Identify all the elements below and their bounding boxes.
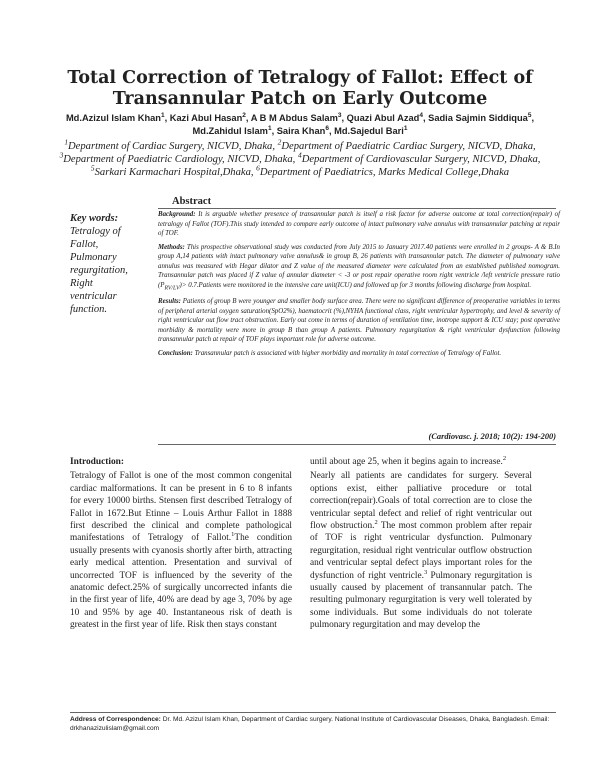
body-paragraph [310,470,532,631]
keywords-block [70,212,150,316]
citation-sup: 2 [502,454,507,462]
abstract-text: Patients of group B were younger and smaller body surface area. There were no significant difference of preoperative variables in terms of peripheral arterial oxygen saturation(SpO2%), haematocrit (%),NYHA functional class, right ventricular hypertrophy, and level & severity of right ventricular out flow tract obstruction. Early out come in terms of duration of ventilation time, inotrope support & ICU stay; post operative morbidity & mortality were more in group B than group A patients. Pulmonary regurgitation & right ventricular dysfunction following transannular patch at repair of TOF plays important role for adverse outcome. [158,298,560,344]
author: Sadia Sajmin Siddiqua [428,113,528,123]
correspondence-footer [70,715,556,733]
body-text: The most common problem after repair of TOF is right ventricular dysfunction. Pulmonary regurgitation, residual right ventricular outflow obstruction and ventricular septal defect plays important roles for the dysfunction of right ventricle. [310,521,532,581]
keyword-line: Tetralogy of [70,226,121,237]
author-affil-sup: 2 [242,111,246,119]
affiliation: Sarkari Karmachari Hospital,Dhaka, [94,167,257,178]
keyword-line: ventricular [70,291,117,302]
abstract-top-rule [158,208,556,209]
keyword-line: Fallot, [70,239,99,250]
author-affil-sup: 1 [160,111,165,119]
author: Md.Sajedul Bari [334,126,404,136]
body-text: until about age 25, when it begins again to increase. [310,457,503,467]
abstract-label: Background: [158,211,196,218]
keyword-line: Pulmonary [70,252,117,263]
author-affil-sup: 5 [527,111,532,119]
journal-citation: (Cardiovasc. j. 2018; 10(2): 194-200) [428,432,556,441]
affiliation: Department of Paediatric Cardiology, NICVD, Dhaka, [63,154,298,165]
footer-rule [70,712,556,713]
body-text: Nearly all patients are candidates for surgery. Several options exist, either palliative procedure or total correction(repair).Goals of total correction are to close the ventricular septal defect and relief of right ventricular out flow obstruction. [310,471,532,532]
author-affil-sup: 6 [325,124,329,132]
keyword-line: regurgitation, [70,265,128,276]
author-list: Md.Azizul Islam Khan$^1$, Kazi Abul Hasan$^2$, A B M Abdus Salam$^3$, Quazi Abul Azad$^4$, Sadia Sajmin Siddiqua$^5$, Md.Zahidul Islam$^1$, Saira Khan$^6$, Md.Sajedul Bari$^1$ [65,111,535,136]
body-paragraph [70,470,292,631]
abstract-label: Results: [158,298,181,306]
author-affil-sup: 1 [267,124,272,132]
keywords-heading: Key words: [70,213,119,224]
affiliations [56,137,544,179]
abstract-text: This prospective observational study was conducted from July 2015 to January 2017.40 patients were enrolled in 2 groups- A & B.In group A,14 patients with intact pulmonary valve annulus& in group B, 26 patients with transannular patch. The diameter of pulmonary valve annulus was measured with Hegar dilator and Z value of the measured diameter were calculated from an established published nomogram. Transannular patch was placed if Z value of annular diameter < -3 or post repair operative room right ventricle /left ventricle pressure ratio (P [158,243,560,289]
author: Kazi Abul Hasan [169,113,243,123]
affil-sup: 1 [64,137,69,147]
abstract-results [158,297,560,345]
author-affil-sup: 1 [403,124,408,132]
body-column-right [310,456,532,634]
abstract-body [158,210,560,362]
keyword-line: function. [70,304,108,315]
body-paragraph [310,456,532,468]
author: Saira Khan [276,126,326,136]
correspondence-label: Address of Correspondence: [70,716,161,723]
body-text: The condition usually presents with cyanosis shortly after birth, attracting early medical attention. Presentation and survival of uncorrected TOF is influenced by the severity of the anatomic defect.25% of surgically uncorrected infants die in the first year of life, 40% are dead by age 3, 70% by age 10 and 95% by age 40. Instantaneous risk of death is greatest in the first year of life. Risk then stays constant [70,533,292,631]
introduction-heading: Introduction: [70,457,125,467]
affiliation: Department of Paediatric Cardiac Surgery, NICVD, Dhaka, [281,141,536,152]
author: Quazi Abul Azad [346,113,420,123]
abstract-methods [158,243,560,294]
abstract-label: Conclusion: [158,349,193,357]
paper-title: Total Correction of Tetralogy of Fallot: Effect of Transannular Patch on Early Outcome [67,68,533,109]
body-text: Pulmonary regurgitation is usually caused by placement of transannular patch. The resulting pulmonary regurgitation is very well tolerated by some individuals. But some individuals do not tolerate pulmonary regurgitation and may develop the [310,570,532,631]
abstract-label: Methods: [158,243,185,251]
abstract-bottom-rule [158,444,556,445]
affiliation: Department of Cardiovascular Surgery, NICVD, Dhaka, [301,154,541,165]
author: Md.Zahidul Islam [192,126,268,136]
affiliation: Department of Paediatrics, Marks Medical College,Dhaka [259,167,510,178]
author: A B M Abdus Salam [250,113,338,123]
abstract-text: )> 0.7.Patients were monitored in the intensive care unit(ICU) and followed up for 3 months following discharge from hospital. [179,281,532,289]
subscript: RV/LV [164,284,180,291]
affil-sup: 5 [90,163,95,173]
affil-sup: 3 [59,150,64,160]
abstract-heading: Abstract [172,196,212,207]
author-affil-sup: 3 [337,111,342,119]
affil-sup: 4 [297,150,302,160]
citation-sup: 3 [423,568,428,576]
citation-sup: 1 [231,531,235,539]
affil-sup: 6 [256,163,260,173]
abstract-text: Transannular patch is associated with higher morbidity and mortality in total correction of Tetralogy of Fallot. [192,349,502,357]
abstract-background [158,210,560,239]
body-column-left [70,456,292,634]
abstract-text: It is arguable whether presence of transannular patch is itself a risk factor for adverse outcome at total correction(repair) of tetralogy of Fallot (TOF).This study intended to compare early outcome of intact pulmonary valve annulus with transannular patching at repair of TOF. [158,211,560,237]
keyword-line: Right [70,278,93,289]
body-text: Tetralogy of Fallot is one of the most common congenital cardiac malformations. It can be present in 6 to 8 infants for every 10000 births. Stensen first described Tetralogy of Fallot in 1672.But Etinne – Louis Arthur Fallot in 1888 first described the clinical and complete pathological manifestations of Tetralogy of Fallot. [70,471,292,544]
affiliation: Department of Cardiac Surgery, NICVD, Dhaka, [68,141,278,152]
author-affil-sup: 4 [419,111,423,119]
correspondence-text: Dr. Md. Azizul Islam Khan, Department of Cardiac surgery. National Institute of Cardiovascular Diseases, Dhaka, Bangladesh. Email: drkhanazizulislam@gmail.com [70,716,550,732]
abstract-conclusion [158,349,560,359]
author: Md.Azizul Islam Khan [65,113,161,123]
citation-sup: 2 [374,518,378,526]
affil-sup: 2 [277,137,282,147]
